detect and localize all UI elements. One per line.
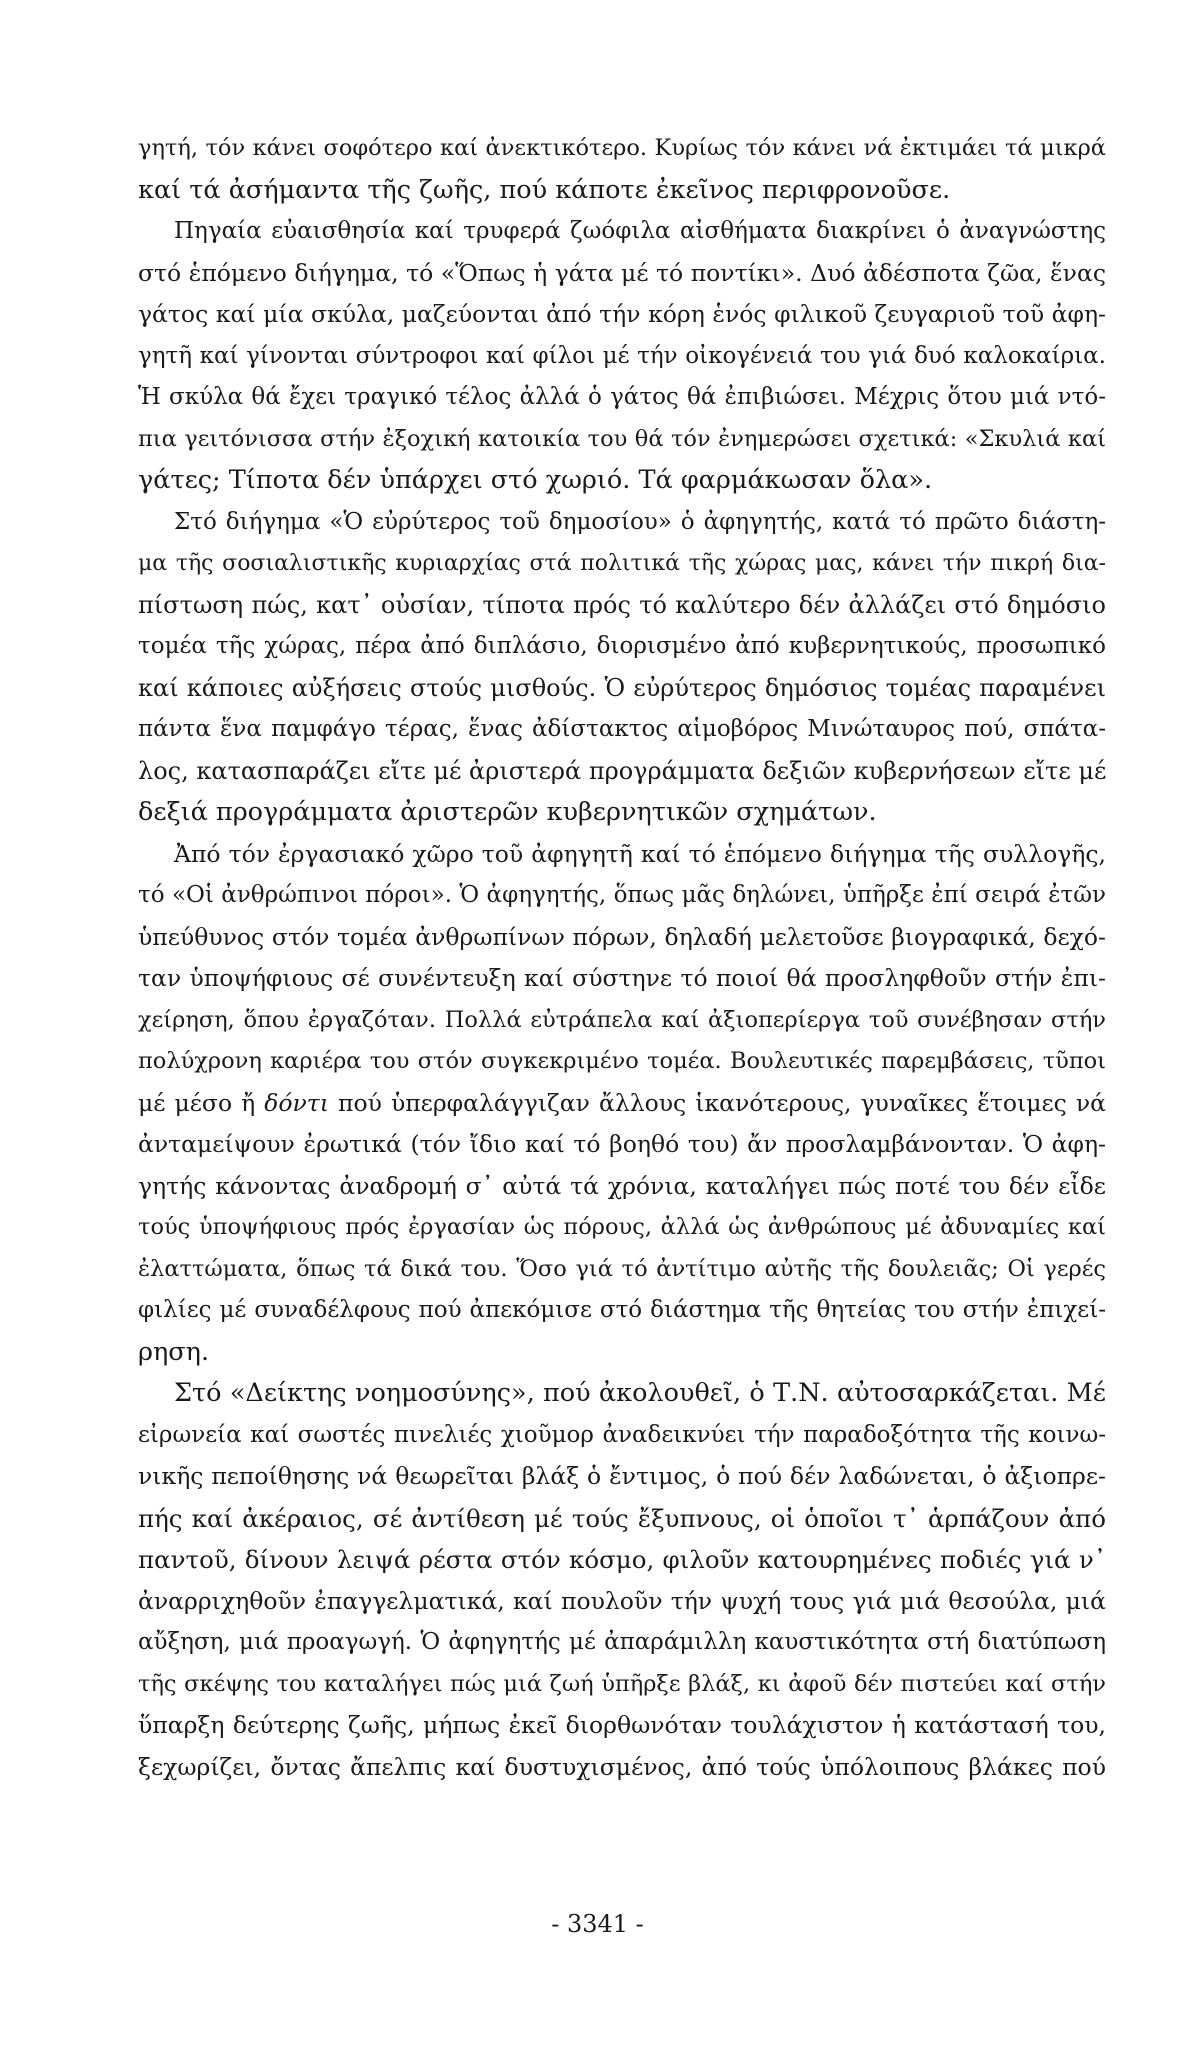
text-line: λος, κατασπαράζει εἴτε μέ ἀριστερά προγράμματα δεξιῶν κυβερνήσεων εἴτε μέ	[138, 756, 1107, 785]
text-line: πής καί ἀκέραιος, σέ ἀντίθεση μέ τούς ἔξυπνους, οἱ ὁποῖοι τ᾽ ἁρπάζουν ἀπό	[138, 1503, 1106, 1533]
paragraph	[138, 834, 1106, 1374]
text-line: ὑπεύθυνος στόν τομέα ἀνθρωπίνων πόρων, δηλαδή μελετοῦσε βιογραφικά, δεχό-	[138, 922, 1106, 951]
text-line: Ἡ σκύλα θά ἔχει τραγικό τέλος ἀλλά ὁ γάτος θά ἐπιβιώσει. Μέχρις ὅτου μιά ντό-	[138, 384, 1106, 410]
text-line: χείρηση, ὅπου ἐργαζόταν. Πολλά εὐτράπελα καί ἀξιοπερίεργα τοῦ συνέβησαν στήν	[138, 1006, 1106, 1033]
text-line: γητῆ καί γίνονται σύντροφοι καί φίλοι μέ τήν οἰκογένειά του γιά δυό καλοκαίρια.	[138, 342, 1106, 369]
text-line: τῆς σκέψης του καταλήγει πώς μιά ζωή ὑπῆρξε βλάξ, κι ἀφοῦ δέν πιστεύει καί στήν	[138, 1670, 1106, 1697]
text-line: ἀνταμείψουν ἐρωτικά (τόν ἴδιο καί τό βοηθό του) ἄν προσλαμβάνονταν. Ὁ ἀφη-	[138, 1130, 1106, 1158]
text-line: γάτος καί μία σκύλα, μαζεύονται ἀπό τήν κόρη ἑνός φιλικοῦ ζευγαριοῦ τοῦ ἀφη-	[138, 300, 1106, 328]
text-line: μα τῆς σοσιαλιστικῆς κυριαρχίας στά πολιτικά τῆς χώρας μας, κάνει τήν πικρή δια-	[138, 551, 1106, 576]
text-line: ὕπαρξη δεύτερης ζωῆς, μήπως ἐκεῖ διορθωνόταν τουλάχιστον ἡ κατάστασή του,	[138, 1711, 1106, 1739]
text-line: ξεχωρίζει, ὄντας ἄπελπις καί δυστυχισμένος, ἀπό τούς ὑπόλοιπους βλάκες πού	[138, 1752, 1106, 1781]
text-line: εἰρωνεία καί σωστές πινελιές χιοῦμορ ἀναδεικνύει τήν παραδοξότητα τῆς κοινω-	[138, 1421, 1106, 1448]
text-line: πολύχρονη καριέρα του στόν συγκεκριμένο τομέα. Βουλευτικές παρεμβάσεις, τῦποι	[138, 1048, 1106, 1074]
text-line: μέ μέσο ἤ δόντι πού ὑπερφαλάγγιζαν ἄλλους ἱκανότερους, γυναῖκες ἕτοιμες νά	[138, 1088, 1106, 1117]
text-line: γητή, τόν κάνει σοφότερο καί ἀνεκτικότερο. Κυρίως τόν κάνει νά ἐκτιμάει τά μικρά	[138, 135, 1106, 161]
text-line: φιλίες μέ συναδέλφους πού ἀπεκόμισε στό διάστημα τῆς θητείας του στήν ἐπιχεί-	[138, 1297, 1106, 1323]
paragraph	[138, 1373, 1106, 1788]
text-line: στό ἑπόμενο διήγημα, τό «Ὅπως ἡ γάτα μέ τό ποντίκι». Δυό ἀδέσποτα ζῶα, ἕνας	[138, 258, 1106, 287]
text-line: ρηση.	[138, 1336, 210, 1367]
text-line: ταν ὑποψήφιους σέ συνέντευξη καί σύστηνε τό ποιοί θά προσληφθοῦν στήν ἐπι-	[138, 964, 1106, 992]
text-line: τούς ὑποψήφιους πρός ἐργασίαν ὡς πόρους, ἀλλά ὡς ἀνθρώπους μέ ἀδυναμίες καί	[138, 1214, 1106, 1240]
text-line: τό «Οἱ ἀνθρώπινοι πόροι». Ὁ ἀφηγητής, ὅπως μᾶς δηλώνει, ὑπῆρξε ἐπί σειρά ἐτῶν	[138, 882, 1106, 908]
text-line: Στό διήγημα «Ὁ εὐρύτερος τοῦ δημοσίου» ὁ ἀφηγητής, κατά τό πρῶτο διάστη-	[174, 508, 1106, 535]
text-line: δεξιά προγράμματα ἀριστερῶν κυβερνητικῶν σχημάτων.	[138, 797, 877, 827]
text-line: ἀναρριχηθοῦν ἐπαγγελματικά, καί πουλοῦν τήν ψυχή τους γιά μιά θεσούλα, μιά	[138, 1586, 1106, 1615]
text-line: πίστωση πώς, κατ᾽ οὐσίαν, τίποτα πρός τό καλύτερο δέν ἀλλάζει στό δημόσιο	[138, 590, 1106, 619]
text-line: ἐλαττώματα, ὅπως τά δικά του. Ὅσο γιά τό ἀντίτιμο αὐτῆς τῆς δουλειᾶς; Οἱ γερές	[138, 1255, 1106, 1282]
text-line: καί κάποιες αὐξήσεις στούς μισθούς. Ὁ εὐρύτερος δημόσιος τομέας παραμένει	[138, 673, 1106, 702]
text-line: πάντα ἕνα παμφάγο τέρας, ἕνας ἀδίστακτος αἱμοβόρος Μινώταυρος πού, σπάτα-	[138, 716, 1106, 742]
text-line: πια γειτόνισσα στήν ἐξοχική κατοικία του θά τόν ἐνημερώσει σχετικά: «Σκυλιά καί	[138, 425, 1106, 452]
text-line: Πηγαία εὐαισθησία καί τρυφερά ζωόφιλα αἰσθήματα διακρίνει ὁ ἀναγνώστης	[174, 218, 1106, 244]
text-line: Στό «Δείκτης νοημοσύνης», πού ἀκολουθεῖ, ὁ Τ.Ν. αὐτοσαρκάζεται. Μέ	[174, 1378, 1106, 1408]
paragraph	[138, 502, 1106, 834]
text-line: γάτες; Τίποτα δέν ὑπάρχει στό χωριό. Τά φαρμάκωσαν ὅλα».	[138, 465, 933, 495]
text-line: νικῆς πεποίθησης νά θεωρεῖται βλάξ ὁ ἔντιμος, ὁ πού δέν λαδώνεται, ὁ ἀξιοπρε-	[138, 1462, 1106, 1490]
text-line: γητής κάνοντας ἀναδρομή σ᾽ αὐτά τά χρόνια, καταλήγει πώς ποτέ του δέν εἶδε	[138, 1171, 1106, 1200]
text-line: Ἀπό τόν ἐργασιακό χῶρο τοῦ ἀφηγητῆ καί τό ἑπόμενο διήγημα τῆς συλλογῆς,	[174, 839, 1106, 868]
page-number: - 3341 -	[551, 1910, 644, 1938]
paragraph	[138, 211, 1106, 502]
body-text	[138, 128, 1106, 1788]
text-line: καί τά ἀσήμαντα τῆς ζωῆς, πού κάποτε ἐκεῖνος περιφρονοῦσε.	[138, 174, 951, 205]
text-line: αὔξηση, μιά προαγωγή. Ὁ ἀφηγητής μέ ἀπαράμιλλη καυστικότητα στή διατύπωση	[138, 1629, 1106, 1655]
paragraph	[138, 128, 1106, 211]
text-line: τομέα τῆς χώρας, πέρα ἀπό διπλάσιο, διορισμένο ἀπό κυβερνητικούς, προσωπικό	[138, 633, 1106, 659]
text-line: παντοῦ, δίνουν λειψά ρέστα στόν κόσμο, φιλοῦν κατουρημένες ποδιές γιά ν᾽	[138, 1545, 1106, 1574]
